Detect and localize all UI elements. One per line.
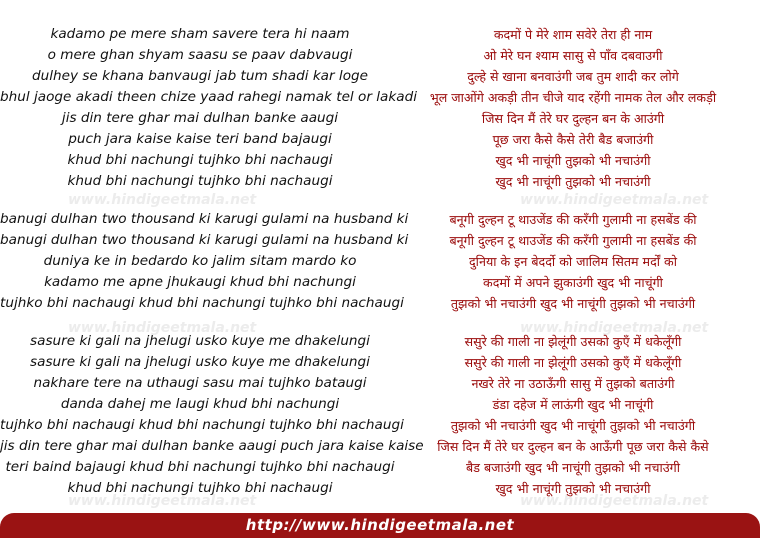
lyric-line: बैड बजाउंगी खुद भी नाचूंगी तुझको भी नचाउंगी <box>466 460 680 475</box>
watermark-text: www.hindigeetmala.net <box>520 493 709 509</box>
lyric-line: tujhko bhi nachaugi khud bhi nachungi tujhko bhi nachaugi <box>0 417 404 433</box>
lyric-line: कदमों पे मेरे शाम सवेरे तेरा ही नाम <box>493 27 653 42</box>
lyric-line: khud bhi nachungi tujhko bhi nachaugi <box>67 152 333 168</box>
footer-banner <box>0 513 760 538</box>
lyric-line: पूछ जरा कैसे कैसे तेरी बैड बजाउंगी <box>492 132 654 147</box>
lyric-line: दुनिया के इन बेदर्दो को जालिम सितम मर्दों को <box>469 254 677 269</box>
lyric-line: sasure ki gali na jhelugi usko kuye me dhakelungi <box>30 354 370 370</box>
stanza-1 <box>0 24 417 192</box>
lyric-line: sasure ki gali na jhelugi usko kuye me dhakelungi <box>30 333 370 349</box>
watermark-text: www.hindigeetmala.net <box>520 192 709 208</box>
stanza-2 <box>0 209 409 314</box>
lyric-line: duniya ke in bedardo ko jalim sitam mardo ko <box>43 253 357 269</box>
lyric-line: खुद भी नाचूंगी तुझको भी नचाउंगी <box>495 481 651 496</box>
lyric-line: बनूगी दुल्हन टू थाउजेंड की करँगी गुलामी ना हसबेंड की <box>449 212 697 227</box>
lyric-line: खुद भी नाचूंगी तुझको भी नचाउंगी <box>495 174 651 189</box>
roman-lyrics-column <box>0 24 424 499</box>
watermark-text: www.hindigeetmala.net <box>68 192 257 208</box>
lyric-line: डंडा दहेज में लाऊंगी खुद भी नाचूंगी <box>492 397 654 412</box>
lyric-line: ससुरे की गाली ना झेलूंगी उसको कुएँ में धकेलूँगी <box>464 334 682 349</box>
lyric-line: banugi dulhan two thousand ki karugi gulami na husband ki <box>0 211 409 227</box>
lyric-line: बनूगी दुल्हन टू थाउजेंड की करँगी गुलामी ना हसबेंड की <box>449 233 697 248</box>
lyric-line: jis din tere ghar mai dulhan banke aaugi puch jara kaise kaise <box>0 438 424 454</box>
lyric-line: tujhko bhi nachaugi khud bhi nachungi tujhko bhi nachaugi <box>0 295 404 311</box>
lyric-line: danda dahej me laugi khud bhi nachungi <box>60 396 340 412</box>
lyric-line: दुल्हे से खाना बनवाउंगी जब तुम शादी कर लोगे <box>467 69 679 84</box>
lyric-line: ससुरे की गाली ना झेलूंगी उसको कुएँ में धकेलूँगी <box>464 355 682 370</box>
lyric-line: teri baind bajaugi khud bhi nachungi tujhko bhi nachaugi <box>5 459 395 475</box>
lyric-line: khud bhi nachungi tujhko bhi nachaugi <box>67 480 333 496</box>
lyric-line: कदमों में अपने झुकाउंगी खुद भी नाचूंगी <box>483 275 663 290</box>
stanza-3 <box>398 331 748 499</box>
lyric-line: खुद भी नाचूंगी तुझको भी नचाउंगी <box>495 153 651 168</box>
lyric-line: तुझको भी नचाउंगी खुद भी नाचूंगी तुझको भी नचाउंगी <box>450 418 696 433</box>
lyric-line: भूल जाओंगे अकड़ी तीन चीजे याद रहेंगी नामक तेल और लकड़ी <box>429 90 717 105</box>
lyric-line: dulhey se khana banvaugi jab tum shadi kar loge <box>31 68 369 84</box>
lyric-line: तुझको भी नचाउंगी खुद भी नाचूंगी तुझको भी नचाउंगी <box>450 296 696 311</box>
watermark-text: www.hindigeetmala.net <box>68 493 257 509</box>
lyric-line: bhul jaoge akadi theen chize yaad rahegi namak tel or lakadi <box>0 89 417 105</box>
lyric-line: banugi dulhan two thousand ki karugi gulami na husband ki <box>0 232 409 248</box>
lyric-line: kadamo me apne jhukaugi khud bhi nachungi <box>44 274 356 290</box>
lyric-line: kadamo pe mere sham savere tera hi naam <box>50 26 350 42</box>
watermark-text: www.hindigeetmala.net <box>520 320 709 336</box>
stanza-2 <box>398 209 748 314</box>
stanza-3 <box>0 331 424 499</box>
stanza-1 <box>398 24 748 192</box>
lyric-line: जिस दिन मैं तेरे घर दुल्हन बन के आऊँगी पूछ जरा कैसे कैसे <box>437 439 709 454</box>
lyric-line: jis din tere ghar mai dulhan banke aaugi <box>61 110 339 126</box>
lyric-line: nakhare tere na uthaugi sasu mai tujhko bataugi <box>33 375 367 391</box>
watermark-text: www.hindigeetmala.net <box>68 320 257 336</box>
site-link[interactable]: http://www.hindigeetmala.net <box>245 516 515 534</box>
lyric-line: नखरे तेरे ना उठाऊँगी सासु में तुझको बताउंगी <box>471 376 675 391</box>
lyric-line: puch jara kaise kaise teri band bajaugi <box>68 131 332 147</box>
lyric-line: जिस दिन मैं तेरे घर दुल्हन बन के आउंगी <box>481 111 665 126</box>
lyric-line: ओ मेरे घन श्याम सासु से पाँव दबवाउगी <box>483 48 663 63</box>
lyric-line: o mere ghan shyam saasu se paav dabvaugi <box>47 47 353 63</box>
hindi-lyrics-column <box>398 24 748 499</box>
lyric-line: khud bhi nachungi tujhko bhi nachaugi <box>67 173 333 189</box>
